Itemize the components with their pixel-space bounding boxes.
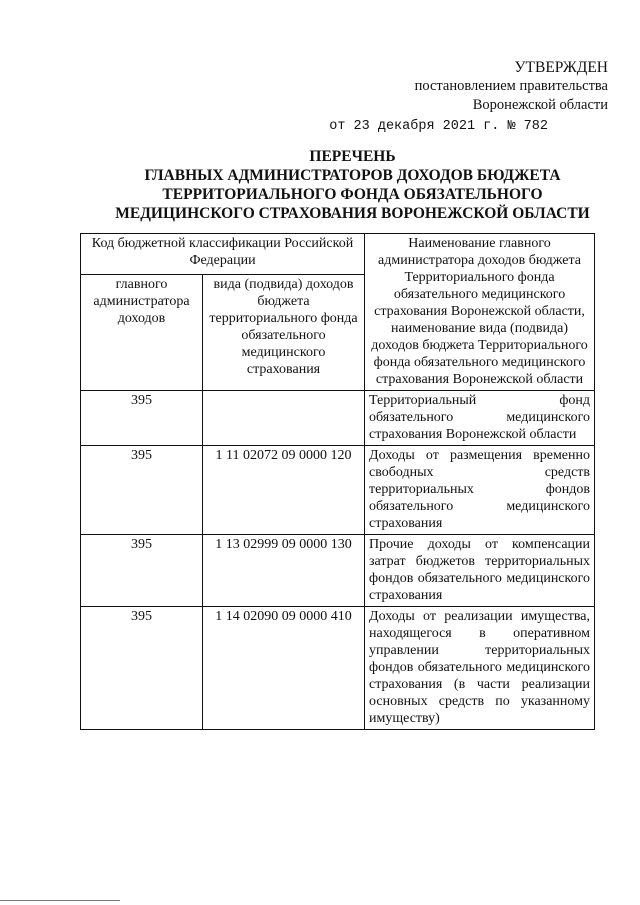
admin-code-cell: 395: [81, 535, 203, 607]
header-name-cell: Наименование главного администратора доходов бюджета Территориального фонда обязательного медицинского страхования Воронежской области, наименование вида (подвида) доходов бюджета Территориального фонда обязательного медицинского страхования Воронежской области: [365, 234, 595, 391]
title-line: ПЕРЕЧЕНЬ: [309, 148, 396, 165]
title-line: ГЛАВНЫХ АДМИНИСТРАТОРОВ ДОХОДОВ БЮДЖЕТА: [144, 167, 561, 184]
approval-heading: УТВЕРЖДЕН: [514, 59, 608, 76]
table-header-row: [81, 234, 595, 275]
name-cell: Доходы от размещения временно свободных средств территориальных фондов обязательного медицинского страхования: [365, 446, 595, 535]
table-row: [81, 446, 595, 535]
footnote-divider: [0, 900, 120, 901]
income-code-cell: 1 14 02090 09 0000 410: [203, 607, 365, 730]
approval-line: Воронежской области: [472, 97, 608, 113]
approval-block: [415, 58, 608, 115]
approval-line: постановлением правительства: [414, 78, 608, 94]
table-row: [81, 391, 595, 446]
title-line: МЕДИЦИНСКОГО СТРАХОВАНИЯ ВОРОНЕЖСКОЙ ОБЛАСТИ: [115, 205, 590, 222]
name-cell: Прочие доходы от компенсации затрат бюджетов территориальных фондов обязательного медицинского страхования: [365, 535, 595, 607]
table-row: [81, 607, 595, 730]
income-code-cell: 1 11 02072 09 0000 120: [203, 446, 365, 535]
approval-date: от 23 декабря 2021 г. № 782: [329, 119, 548, 134]
revenue-table: [80, 233, 595, 730]
header-type-cell: вида (подвида) доходов бюджета территориального фонда обязательного медицинского страхования: [203, 275, 365, 391]
table-row: [81, 535, 595, 607]
document-title: [100, 147, 605, 223]
admin-code-cell: 395: [81, 391, 203, 446]
income-code-cell: [203, 391, 365, 446]
header-group-cell: Код бюджетной классификации Российской Федерации: [81, 234, 365, 275]
name-cell: Территориальный фонд обязательного медицинского страхования Воронежской области: [365, 391, 595, 446]
income-code-cell: 1 13 02999 09 0000 130: [203, 535, 365, 607]
header-admin-cell: главного администратора доходов: [81, 275, 203, 391]
name-cell: Доходы от реализации имущества, находящегося в оперативном управлении территориальных фондов обязательного медицинского страхования (в части реализации основных средств по указанному имуществу): [365, 607, 595, 730]
admin-code-cell: 395: [81, 607, 203, 730]
title-line: ТЕРРИТОРИАЛЬНОГО ФОНДА ОБЯЗАТЕЛЬНОГО: [162, 186, 543, 203]
admin-code-cell: 395: [81, 446, 203, 535]
